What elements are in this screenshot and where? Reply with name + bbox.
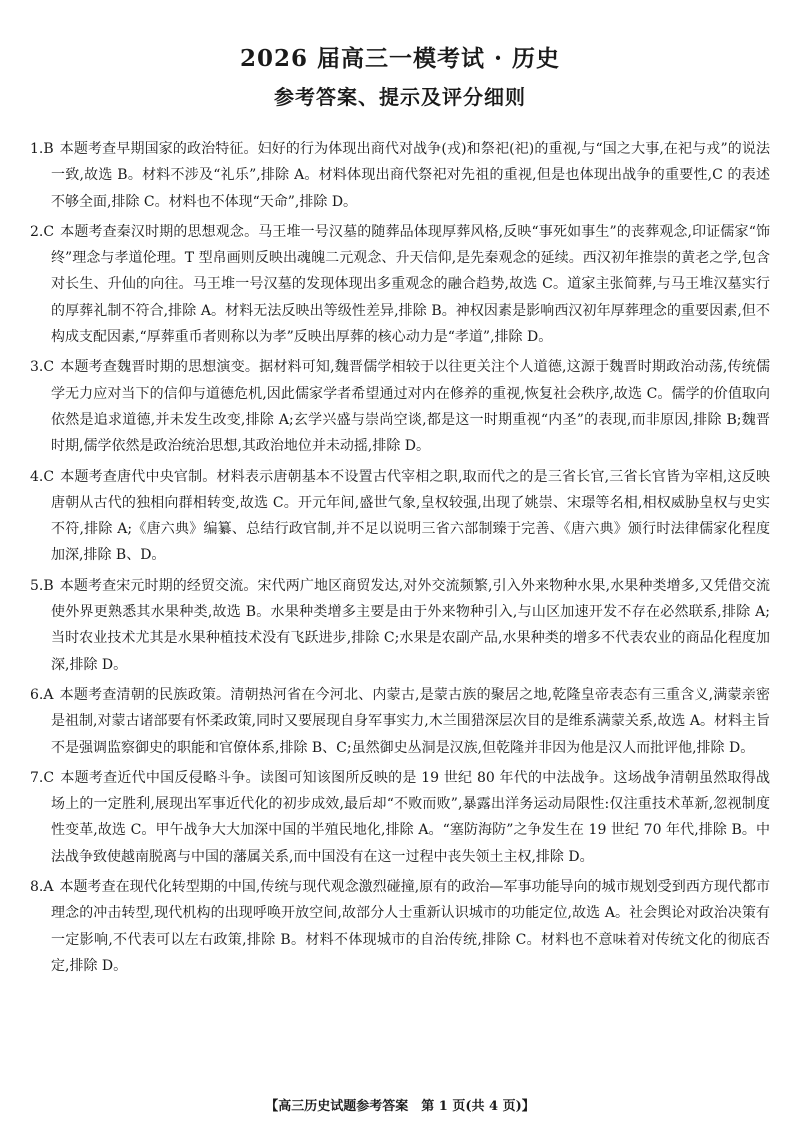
answer-item-7 [30, 765, 770, 870]
answer-item-3 [30, 354, 770, 459]
answer-explanation: 本题考查唐代中央官制。材料表示唐朝基本不设置古代宰相之职,取而代之的是三省长官,三省长官皆为宰相,这反映唐朝从古代的独相向群相转变,故选 C。开元年间,盛世气象,皇权较强,出现了姚崇、宋璟等名相,相权威胁皇权与史实不符,排除 A;《唐六典》编纂、总结行政官制,并不足以说明三省六部制臻于完善、《唐六典》颁行时法律儒家化程度加深,排除 B、D。 [51, 468, 770, 564]
answer-explanation: 本题考查秦汉时期的思想观念。马王堆一号汉墓的随葬品体现厚葬风格,反映“事死如事生”的丧葬观念,印证儒家“饰终”理念与孝道伦理。T 型帛画则反映出魂魄二元观念、升天信仰,是先秦观念的延续。西汉初年推崇的黄老之学,包含对长生、升仙的向往。马王堆一号汉墓的发现体现出多重观念的融合趋势,故选 C。道家主张简葬,与马王堆汉墓实行的厚葬礼制不符合,排除 A。材料无法反映出等级性差异,排除 B。神权因素是影响西汉初年厚葬理念的重要因素,但不构成支配因素,“厚葬重币者则称以为孝”反映出厚葬的核心动力是“孝道”,排除 D。 [51, 223, 770, 346]
answer-item-8 [30, 874, 770, 979]
document-subtitle: 参考答案、提示及评分细则 [274, 85, 526, 109]
answer-number: 2.C [30, 223, 55, 240]
answer-item-1 [30, 136, 770, 215]
answer-item-4 [30, 464, 770, 569]
answer-explanation: 本题考查魏晋时期的思想演变。据材料可知,魏晋儒学相较于以往更关注个人道德,这源于魏晋时期政治动荡,传统儒学无力应对当下的信仰与道德危机,因此儒家学者希望通过对内在修养的重视,恢复社会秩序,故选 C。儒学的价值取向依然是追求道德,并未发生改变,排除 A;玄学兴盛与崇尚空谈,都是这一时期重视“内圣”的表现,而非原因,排除 B;魏晋时期,儒学依然是政治统治思想,其政治地位并未动摇,排除 D。 [51, 359, 770, 455]
answer-number: 1.B [30, 141, 54, 157]
answer-item-5 [30, 573, 770, 678]
answer-explanation: 本题考查近代中国反侵略斗争。读图可知该图所反映的是 19 世纪 80 年代的中法战争。这场战争清朝虽然取得战场上的一定胜利,展现出军事近代化的初步成效,最后却“不败而败”,暴露出洋务运动局限性:仅注重技术革新,忽视制度性变革,故选 C。甲午战争大大加深中国的半殖民地化,排除 A。“塞防海防”之争发生在 19 世纪 70 年代,排除 B。中法战争致使越南脱离与中国的藩属关系,而中国没有在这一过程中丧失领土主权,排除 D。 [51, 769, 770, 865]
answer-item-6 [30, 682, 770, 761]
answer-list [30, 136, 770, 979]
document-title: 2026 届高三一模考试 · 历史 [239, 45, 561, 72]
answer-number: 6.A [30, 686, 54, 703]
answer-number: 7.C [30, 769, 55, 786]
answer-number: 4.C [30, 468, 55, 485]
answer-item-2 [30, 219, 770, 350]
answer-explanation: 本题考查清朝的民族政策。清朝热河省在今河北、内蒙古,是蒙古族的聚居之地,乾隆皇帝表态有三重含义,满蒙亲密是祖制,对蒙古诸部要有怀柔政策,同时又要展现自身军事实力,木兰围猎深层次目的是维系满蒙关系,故选 A。材料主旨不是强调监察御史的职能和官僚体系,排除 B、C;虽然御史丛洞是汉族,但乾隆并非因为他是汉人而批评他,排除 D。 [51, 686, 770, 756]
answer-number: 5.B [30, 577, 54, 594]
answer-number: 8.A [30, 879, 54, 896]
page-footer: 【高三历史试题参考答案 第 1 页(共 4 页)】 [265, 1099, 535, 1114]
answer-explanation: 本题考查宋元时期的经贸交流。宋代两广地区商贸发达,对外交流频繁,引入外来物种水果,水果种类增多,又凭借交流使外界更熟悉其水果种类,故选 B。水果种类增多主要是由于外来物种引入,与山区加速开发不存在必然联系,排除 A;当时农业技术尤其是水果种植技术没有飞跃进步,排除 C;水果是农副产品,水果种类的增多不代表农业的商品化程度加深,排除 D。 [51, 577, 770, 673]
answer-explanation: 本题考查在现代化转型期的中国,传统与现代观念激烈碰撞,原有的政治—军事功能导向的城市规划受到西方现代都市理念的冲击转型,现代机构的出现呼唤开放空间,故部分人士重新认识城市的功能定位,故选 A。社会舆论对政治决策有一定影响,不代表可以左右政策,排除 B。材料不体现城市的自治传统,排除 C。材料也不意味着对传统文化的彻底否定,排除 D。 [51, 879, 770, 974]
answer-number: 3.C [30, 359, 55, 376]
answer-explanation: 本题考查早期国家的政治特征。妇好的行为体现出商代对战争(戎)和祭祀(祀)的重视,与“国之大事,在祀与戎”的说法一致,故选 B。材料不涉及“礼乐”,排除 A。材料体现出商代祭祀对先祖的重视,但是也体现出战争的重要性,C 的表述不够全面,排除 C。材料也不体现“天命”,排除 D。 [51, 141, 770, 210]
